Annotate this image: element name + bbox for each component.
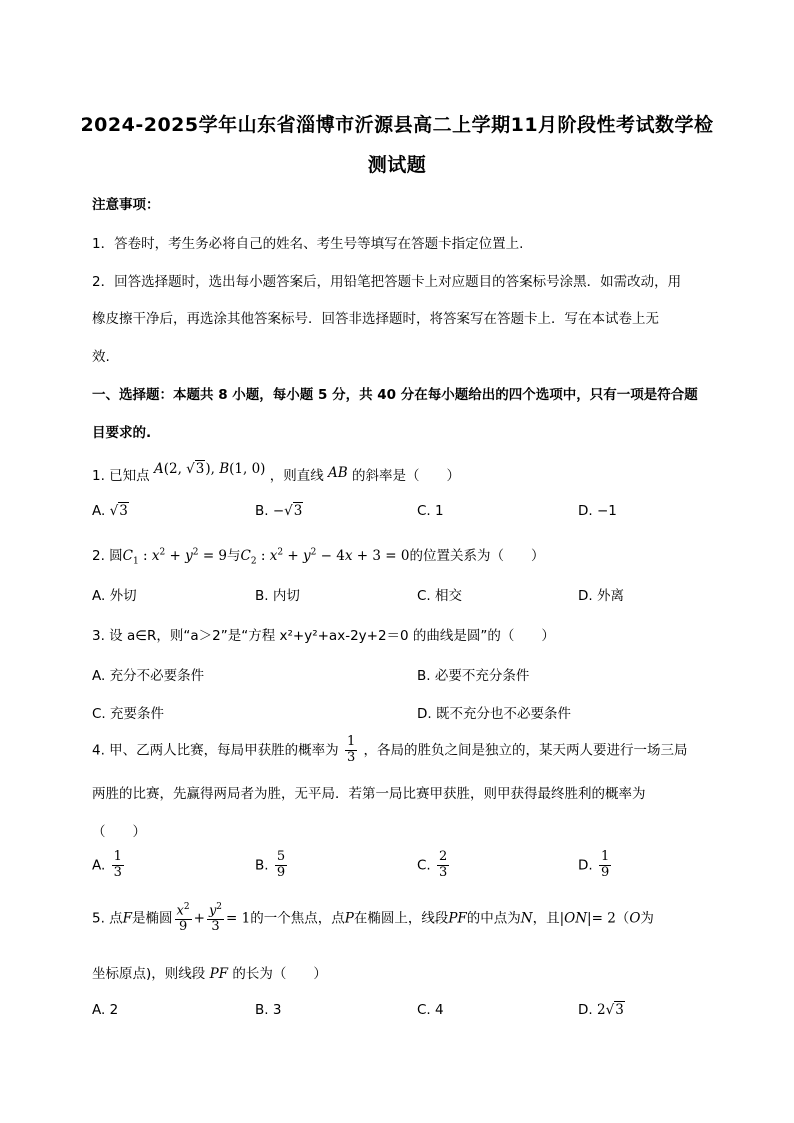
notice-heading: 注意事项：: [92, 197, 160, 213]
question-3: 3. 设 a∈R，则“a＞2”是“方程 x²+y²+ax-2y+2＝0 的曲线是圆”的（ ）: [92, 628, 555, 644]
q4-option-c: C. $\frac{2}{3}$: [417, 849, 448, 880]
question-1: [92, 461, 461, 484]
q4-option-a: A. $\frac{1}{3}$: [92, 849, 122, 880]
q1-prefix: 1. 已知点: [92, 468, 150, 484]
q4-probability-fraction: $\frac{1}{3}$: [346, 734, 356, 765]
q3-option-b: B. 必要不充分条件: [417, 668, 530, 684]
q5-option-d: D. 2√3: [578, 1002, 624, 1018]
q5-ellipse-term-y: $\frac{y^2}{3}$: [208, 902, 223, 935]
q1-suffix-b: 的斜率是（ ）: [352, 468, 461, 484]
notice-item-2-line2: 橡皮擦干净后，再选涂其他答案标号．回答非选择题时，将答案写在答题卡上．写在本试卷上无: [92, 311, 659, 327]
q1-line-name: AB: [328, 465, 348, 481]
question-4-line1: [92, 735, 688, 766]
q2-option-c: C. 相交: [417, 588, 463, 604]
question-5-line2: 坐标原点)，则线段 PF 的长为（ ）: [92, 966, 327, 982]
q1-points: A(2, √3), B(1, 0): [153, 461, 266, 477]
section-heading-line1: 一、选择题：本题共 8 小题，每小题 5 分，共 40 分在每小题给出的四个选项中，只有一项是符合题: [92, 387, 698, 403]
q2-circle-1: $C_1$ : $x^2 + y^2 = 9$: [122, 547, 228, 567]
q1-option-b: B. −√3: [255, 503, 303, 519]
q3-option-d: D. 既不充分也不必要条件: [417, 706, 571, 722]
q3-option-c: C. 充要条件: [92, 706, 165, 722]
notice-item-2-line3: 效.: [92, 349, 110, 365]
q3-option-a: A. 充分不必要条件: [92, 668, 205, 684]
q2-option-b: B. 内切: [255, 588, 300, 604]
q5-option-a: A. 2: [92, 1002, 119, 1018]
q5-option-b: B. 3: [255, 1002, 282, 1018]
exam-title-line2: 测试题: [367, 154, 427, 176]
section-heading-line2: 目要求的.: [92, 425, 152, 441]
q4-line1-a: 4. 甲、乙两人比赛，每局甲获胜的概率为: [92, 742, 339, 759]
notice-item-1: 1．答卷时，考生务必将自己的姓名、考生号等填写在答题卡指定位置上.: [92, 236, 524, 252]
q4-option-b: B. $\frac{5}{9}$: [255, 849, 286, 880]
q5-option-c: C. 4: [417, 1002, 444, 1018]
question-5-line1: 5. 点F是椭圆 $\frac{x^2}{9}$ + $\frac{y^2}{3}$ = 1的一个焦点，点P在椭圆上，线段PF的中点为N，且|ON|= 2（O为: [92, 902, 654, 935]
q4-line1-b: ，各局的胜负之间是独立的，某天两人要进行一场三局: [363, 742, 688, 759]
q2-suffix: 的位置关系为（ ）: [409, 548, 545, 564]
q2-option-d: D. 外离: [578, 588, 624, 604]
question-2: [92, 544, 544, 567]
q1-option-d: D. −1: [578, 503, 617, 519]
q1-option-c: C. 1: [417, 503, 444, 519]
q1-option-a: A. √3: [92, 503, 128, 519]
q4-option-d: D. $\frac{1}{9}$: [578, 849, 610, 880]
notice-item-2-line1: 2．回答选择题时，选出每小题答案后，用铅笔把答题卡上对应题目的答案标号涂黑．如需改动，用: [92, 274, 682, 290]
q2-prefix: 2. 圆: [92, 548, 123, 564]
q2-circle-2: $C_2$ : $x^2 + y^2 - 4x + 3 = 0$: [240, 547, 410, 567]
q2-mid: 与: [227, 548, 241, 564]
question-4-line2: 两胜的比赛，先赢得两局者为胜，无平局．若第一局比赛甲获胜，则甲获得最终胜利的概率为: [92, 786, 646, 802]
exam-title-line1: 2024-2025学年山东省淄博市沂源县高二上学期11月阶段性考试数学检: [80, 114, 714, 136]
q1-suffix-a: ，则直线: [269, 468, 324, 484]
q2-option-a: A. 外切: [92, 588, 137, 604]
question-4-line3: （ ）: [92, 824, 146, 840]
q5-ellipse-term-x: $\frac{x^2}{9}$: [176, 902, 190, 935]
